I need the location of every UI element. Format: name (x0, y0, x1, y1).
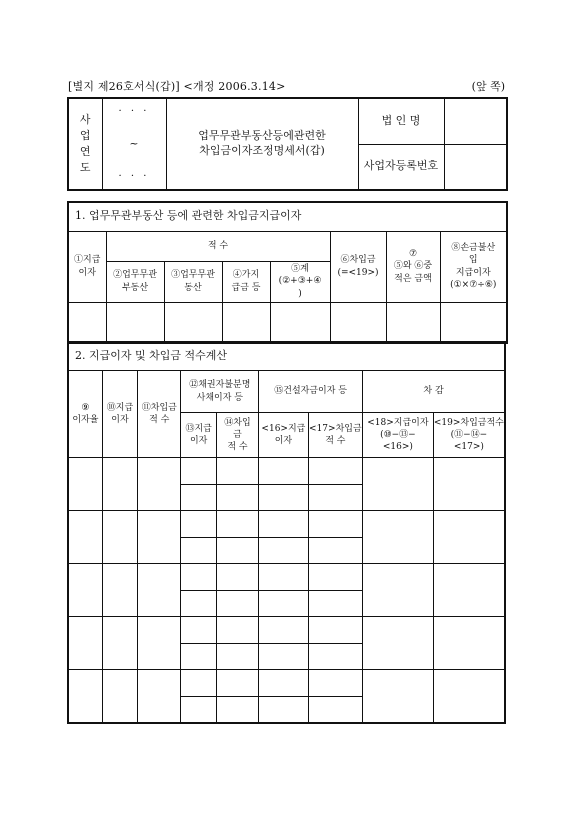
col-interest-paid-header: ①지급 이자 (68, 231, 106, 302)
input-unknown-borrowings[interactable] (216, 643, 258, 670)
input-net-borrowings[interactable] (433, 670, 505, 723)
input-unknown-interest[interactable] (181, 590, 216, 617)
input-construction-borrowings[interactable] (308, 696, 362, 723)
input-construction-borrowings[interactable] (308, 458, 362, 485)
table-row (68, 564, 505, 591)
input-unknown-borrowings[interactable] (216, 696, 258, 723)
biz-reg-field[interactable] (444, 144, 507, 190)
input-interest-rate[interactable] (68, 458, 102, 511)
table-row (68, 670, 505, 697)
col-nonbusiness-movables-header: ③업무무관 동산 (164, 261, 222, 302)
input-construction-borrowings[interactable] (308, 643, 362, 670)
input-construction-interest[interactable] (259, 511, 308, 538)
input-interest-paid-2[interactable] (102, 670, 137, 723)
input-interest-paid[interactable] (68, 302, 106, 343)
col-borrowings-product-header: ⑪차입금 적 수 (138, 371, 181, 458)
col-net-interest-header: <18>지급이자 (⑩−⑬− <16>) (363, 413, 434, 458)
input-interest-rate[interactable] (68, 511, 102, 564)
section2-table (67, 341, 506, 724)
input-construction-borrowings[interactable] (308, 670, 362, 697)
form-title: 업무무관부동산등에관련한 차입금이자조정명세서(갑) (166, 98, 358, 190)
input-borrowings-product[interactable] (138, 670, 181, 723)
col-net-borrowings-header: <19>차입금적수 (⑪−⑭− <17>) (433, 413, 505, 458)
input-interest-paid-2[interactable] (102, 458, 137, 511)
input-unknown-borrowings[interactable] (216, 670, 258, 697)
input-interest-rate[interactable] (68, 564, 102, 617)
business-year-label: 사 업 연 도 (68, 98, 102, 190)
input-construction-borrowings[interactable] (308, 537, 362, 564)
form-reference: [별지 제26호서식(갑)] <개정 2006.3.14> (68, 80, 286, 93)
input-interest-paid-2[interactable] (102, 511, 137, 564)
input-unknown-interest[interactable] (181, 696, 216, 723)
input-construction-interest[interactable] (259, 484, 308, 511)
input-net-borrowings[interactable] (433, 511, 505, 564)
input-unknown-interest[interactable] (181, 458, 216, 485)
input-unknown-interest[interactable] (181, 643, 216, 670)
col-unknown-interest-header: ⑬지급 이자 (181, 413, 216, 458)
input-nonbusiness-realestate[interactable] (106, 302, 164, 343)
section2-rows (68, 458, 505, 723)
table-row (68, 458, 505, 485)
input-unknown-borrowings[interactable] (216, 564, 258, 591)
input-unknown-borrowings[interactable] (216, 617, 258, 644)
input-nonbusiness-movables[interactable] (164, 302, 222, 343)
input-unknown-interest[interactable] (181, 511, 216, 538)
input-unknown-interest[interactable] (181, 484, 216, 511)
input-unknown-interest[interactable] (181, 617, 216, 644)
input-advances[interactable] (222, 302, 270, 343)
input-interest-rate[interactable] (68, 670, 102, 723)
input-construction-interest[interactable] (259, 537, 308, 564)
input-net-interest[interactable] (363, 670, 434, 723)
input-interest-rate[interactable] (68, 617, 102, 670)
page-side-label: (앞 쪽) (471, 80, 505, 93)
col-interest-paid-header-2: ⑩지급 이자 (102, 371, 137, 458)
input-construction-interest[interactable] (259, 696, 308, 723)
input-net-interest[interactable] (363, 564, 434, 617)
input-nondeductible-interest[interactable] (440, 302, 507, 343)
input-construction-borrowings[interactable] (308, 484, 362, 511)
business-period-field[interactable]: · · · ~ · · · (102, 98, 166, 190)
input-borrowings-product[interactable] (138, 564, 181, 617)
col-construction-interest-header: ⑮건설자금이자 등 (259, 371, 363, 413)
input-net-borrowings[interactable] (433, 564, 505, 617)
corp-name-label: 법 인 명 (358, 98, 444, 144)
col-unknown-borrowings-header: ⑭차입 금 적 수 (216, 413, 258, 458)
col-lesser-amount-header: ⑦ ⑤와 ⑥중 적은 금액 (386, 231, 440, 302)
section1-table (67, 201, 508, 344)
col-nondeductible-interest-header: ⑧손금불산 입 지급이자 (①×⑦÷⑥) (440, 231, 507, 302)
col-subtotal-header: ⑤계 (②+③+④ ) (270, 261, 330, 302)
input-borrowings-product[interactable] (138, 511, 181, 564)
product-header: 적 수 (106, 231, 330, 261)
input-interest-paid-2[interactable] (102, 617, 137, 670)
input-unknown-borrowings[interactable] (216, 458, 258, 485)
col-construction-borrowings-header: <17>차입금 적 수 (308, 413, 362, 458)
form-header-table (67, 97, 508, 191)
input-subtotal[interactable] (270, 302, 330, 343)
table-row (68, 511, 505, 538)
input-unknown-borrowings[interactable] (216, 590, 258, 617)
input-construction-interest[interactable] (259, 617, 308, 644)
input-construction-interest[interactable] (259, 564, 308, 591)
input-unknown-interest[interactable] (181, 537, 216, 564)
col-unknown-creditor-header: ⑫채권자불분명 사채이자 등 (181, 371, 259, 413)
col-interest-rate-header: ⑨ 이자율 (68, 371, 102, 458)
input-unknown-interest[interactable] (181, 670, 216, 697)
input-net-interest[interactable] (363, 458, 434, 511)
input-net-interest[interactable] (363, 511, 434, 564)
input-construction-interest[interactable] (259, 590, 308, 617)
input-construction-borrowings[interactable] (308, 617, 362, 644)
corp-name-field[interactable] (444, 98, 507, 144)
section1-title: 1. 업무무관부동산 등에 관련한 차입금지급이자 (68, 202, 507, 231)
input-unknown-interest[interactable] (181, 564, 216, 591)
input-unknown-borrowings[interactable] (216, 511, 258, 538)
col-borrowings-header: ⑥차입금 (=<19>) (330, 231, 386, 302)
input-net-interest[interactable] (363, 617, 434, 670)
input-construction-borrowings[interactable] (308, 590, 362, 617)
col-nonbusiness-realestate-header: ②업무무관 부동산 (106, 261, 164, 302)
input-lesser-amount[interactable] (386, 302, 440, 343)
input-net-borrowings[interactable] (433, 617, 505, 670)
input-construction-borrowings[interactable] (308, 511, 362, 538)
biz-reg-label: 사업자등록번호 (358, 144, 444, 190)
input-construction-borrowings[interactable] (308, 564, 362, 591)
table-row (68, 617, 505, 644)
input-borrowings-product[interactable] (138, 458, 181, 511)
input-construction-interest[interactable] (259, 643, 308, 670)
input-construction-interest[interactable] (259, 670, 308, 697)
input-net-borrowings[interactable] (433, 458, 505, 511)
input-borrowings[interactable] (330, 302, 386, 343)
col-construction-interest-paid-header: <16>지급 이자 (259, 413, 308, 458)
input-unknown-borrowings[interactable] (216, 484, 258, 511)
section2-title: 2. 지급이자 및 차입금 적수계산 (68, 342, 505, 371)
col-difference-header: 차 감 (363, 371, 505, 413)
input-interest-paid-2[interactable] (102, 564, 137, 617)
input-borrowings-product[interactable] (138, 617, 181, 670)
input-unknown-borrowings[interactable] (216, 537, 258, 564)
input-construction-interest[interactable] (259, 458, 308, 485)
col-advances-header: ④가지 급금 등 (222, 261, 270, 302)
